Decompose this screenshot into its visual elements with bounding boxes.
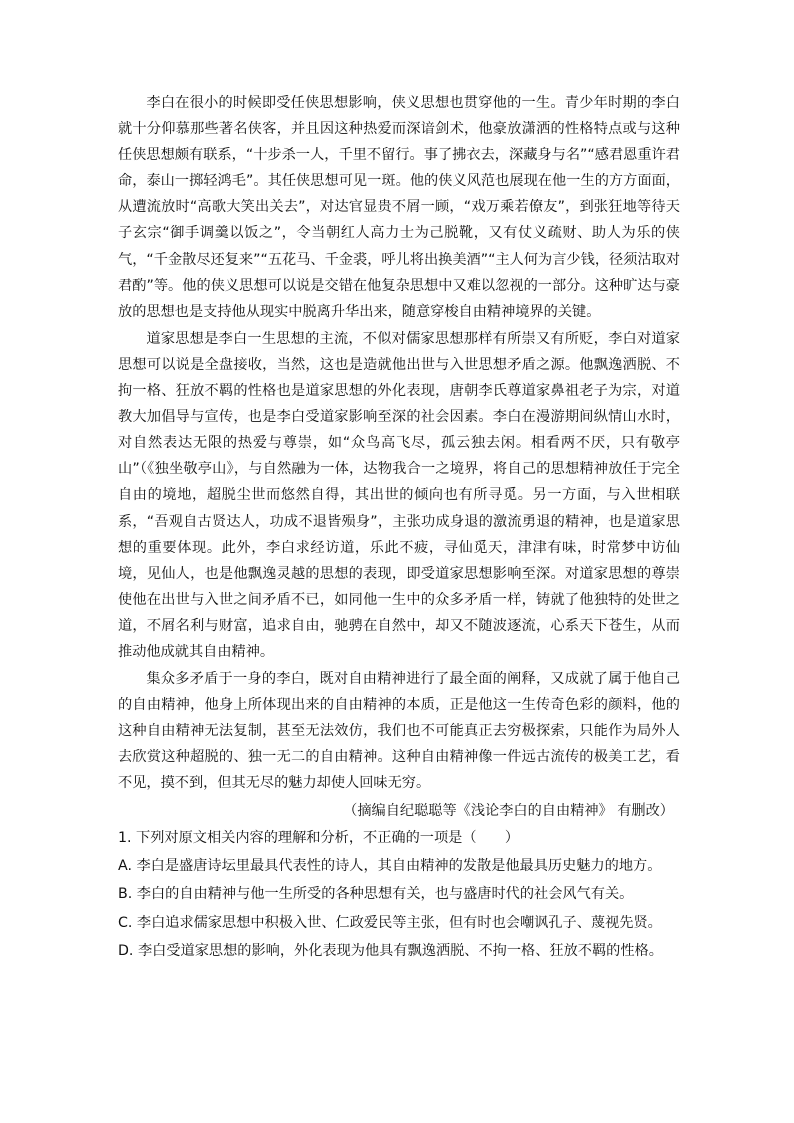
- question-block: [118, 824, 680, 966]
- question-option-b: B. 李白的自由精神与他一生所受的各种思想有关，也与盛唐时代的社会风气有关。: [118, 886, 634, 903]
- question-option-c: C. 李白追求儒家思想中积极入世、仁政爱民等主张，但有时也会嘲讽孔子、蔑视先贤。: [118, 914, 662, 931]
- article-paragraph-3: 集众多矛盾于一身的李白，既对自由精神进行了最全面的阐释，又成就了属于他自己的自由精神，他身上所体现出来的自由精神的本质，正是他这一生传奇色彩的颜料，他的这种自由精神无法复制，甚至无法效仿，我们也不可能真正去穷极探索，只能作为局外人去欣赏这种超脱的、独一无二的自由精神。这种自由精神像一件远古流传的极美工艺，看不见，摸不到，但其无尽的魅力却使人回味无穷。: [118, 671, 680, 792]
- question-option-a: A. 李白是盛唐诗坛里最具代表性的诗人，其自由精神的发散是他最具历史魅力的地方。: [118, 858, 662, 875]
- article-paragraph-1: 李白在很小的时候即受任侠思想影响，侠义思想也贯穿他的一生。青少年时期的李白就十分仰慕那些著名侠客，并且因这种热爱而深谙剑术，他豪放潇洒的性格特点或与这种任侠思想颇有联系，“十步杀一人，千里不留行。事了拂衣去，深藏身与名”“感君恩重许君命，泰山一掷轻鸿毛”。其任侠思想可见一斑。他的侠义风范也展现在他一生的方方面面，从遭流放时“高歌大笑出关去”，对达官显贵不屑一顾，“戏万乘若僚友”，到张狂地等待天子玄宗“御手调羹以饭之”，令当朝红人高力士为己脱靴，又有仗义疏财、助人为乐的侠气，“千金散尽还复来”“五花马、千金裘，呼儿将出换美酒”“主人何为言少钱，径须沽取对君酌”等。他的侠义思想可以说是交错在他复杂思想中又难以忽视的一部分。这种旷达与豪放的思想也是支持他从现实中脱离升华出来，随意穿梭自由精神境界的关键。: [118, 95, 680, 320]
- document-page: [118, 90, 680, 966]
- article-body: [118, 90, 680, 824]
- article-source-note: （摘编自纪聪聪等《浅论李白的自由精神》 有删改）: [343, 802, 674, 819]
- article-paragraph-2: 道家思想是李白一生思想的主流，不似对儒家思想那样有所崇又有所贬，李白对道家思想可以说是全盘接收，当然，这也是造就他出世与入世思想矛盾之源。他飘逸洒脱、不拘一格、狂放不羁的性格也是道家思想的外化表现，唐朝李氏尊道家鼻祖老子为宗，对道教大加倡导与宣传，也是李白受道家影响至深的社会因素。李白在漫游期间纵情山水时，对自然表达无限的热爱与尊崇，如“众鸟高飞尽，孤云独去闲。相看两不厌，只有敬亭山”（《独坐敬亭山》，与自然融为一体，达物我合一之境界，将自己的思想精神放任于完全自由的境地，超脱尘世而悠然自得，其出世的倾向也有所寻觅。另一方面，与入世相联系，“吾观自古贤达人，功成不退皆殒身”，主张功成身退的激流勇退的精神，也是道家思想的重要体现。此外，李白求经访道，乐此不疲，寻仙觅天，津津有味，时常梦中访仙境，见仙人，也是他飘逸灵越的思想的表现，即受道家思想影响至深。对道家思想的尊崇使他在出世与入世之间矛盾不已，如同他一生中的众多矛盾一样，铸就了他独特的处世之道，不屑名利与财富，追求自由，驰骋在自然中，却又不随波逐流，心系天下苍生，从而推动他成就其自由精神。: [118, 330, 680, 660]
- question-option-d: D. 李白受道家思想的影响，外化表现为他具有飘逸洒脱、不拘一格、狂放不羁的性格。: [118, 943, 663, 960]
- question-stem: 1. 下列对原文相关内容的理解和分析，不正确的一项是（ ）: [118, 829, 520, 846]
